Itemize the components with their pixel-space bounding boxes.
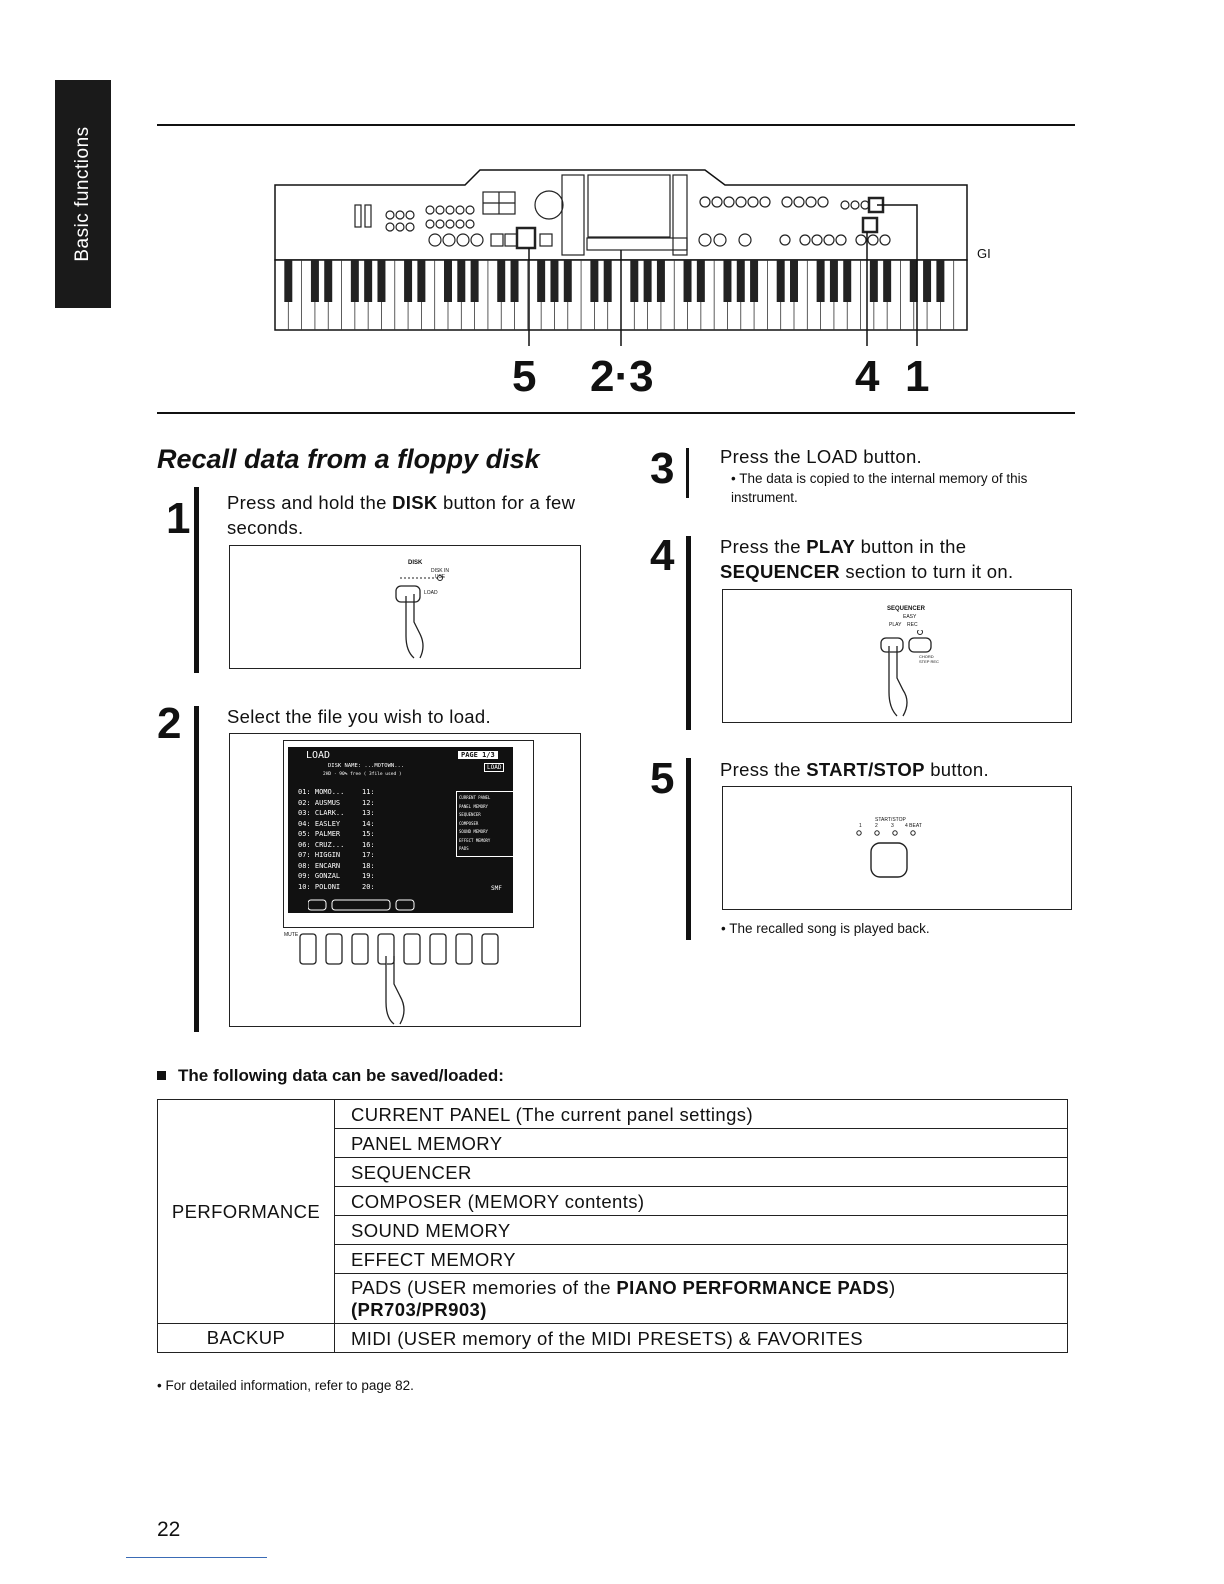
table-row: SEQUENCER xyxy=(335,1158,1068,1187)
file-item[interactable]: 08: ENCARN xyxy=(298,861,341,870)
table-row: COMPOSER (MEMORY contents) xyxy=(335,1187,1068,1216)
file-item[interactable]: 16: xyxy=(362,840,375,849)
black-key xyxy=(790,260,798,302)
black-key xyxy=(870,260,878,302)
step-4-text: Press the PLAY button in the SEQUENCER section to turn it on. xyxy=(720,536,1014,582)
step-4-bar xyxy=(686,536,691,730)
black-key xyxy=(417,260,425,302)
black-key xyxy=(284,260,292,302)
disk-info: 2HD · 90% free ( 3file used ) xyxy=(323,772,402,777)
bullet-square-icon xyxy=(157,1071,166,1080)
disk-name: DISK NAME: ...MOTOWN... xyxy=(328,763,405,769)
step-3-bar xyxy=(686,448,689,498)
table-row: EFFECT MEMORY xyxy=(335,1245,1068,1274)
black-key xyxy=(590,260,598,302)
file-item[interactable]: 06: CRUZ... xyxy=(298,840,345,849)
step-1-bar xyxy=(194,487,199,673)
black-key xyxy=(311,260,319,302)
file-item[interactable]: 09: GONZAL xyxy=(298,872,341,880)
saved-data-table xyxy=(157,1099,1068,1353)
file-item[interactable]: 17: xyxy=(362,851,375,859)
file-item[interactable]: 19: xyxy=(362,872,375,880)
screen-buttons-and-hand xyxy=(290,930,520,1026)
file-item[interactable]: 01: MOMO... xyxy=(298,788,345,796)
middle-rule xyxy=(157,412,1075,414)
screen-page: PAGE 1/3 xyxy=(458,751,498,759)
black-key xyxy=(364,260,372,302)
file-item[interactable]: 13: xyxy=(362,809,375,817)
file-item[interactable]: 12: xyxy=(362,798,375,807)
black-key xyxy=(936,260,944,302)
black-key xyxy=(630,260,638,302)
black-key xyxy=(817,260,825,302)
black-key xyxy=(830,260,838,302)
table-heading: The following data can be saved/loaded: xyxy=(157,1066,504,1086)
keyboard-diagram xyxy=(265,160,991,401)
file-item[interactable]: 10: POLONI xyxy=(298,882,341,891)
section-side-tab xyxy=(55,80,111,308)
file-item[interactable]: 05: PALMER xyxy=(298,830,341,838)
file-list-right xyxy=(362,787,384,892)
file-item[interactable]: 14: xyxy=(362,819,375,828)
file-item[interactable]: 07: HIGGIN xyxy=(298,851,341,859)
black-key xyxy=(324,260,332,302)
file-list-left xyxy=(298,787,358,892)
file-item[interactable]: 03: CLARK.. xyxy=(298,809,345,817)
black-key xyxy=(404,260,412,302)
black-key xyxy=(843,260,851,302)
black-key xyxy=(883,260,891,302)
start-stop-illustration: START/STOP 1 2 3 4 BEAT xyxy=(722,786,1072,910)
black-key xyxy=(723,260,731,302)
black-key xyxy=(377,260,385,302)
step-5-note: • The recalled song is played back. xyxy=(721,921,930,936)
step-5-text: Press the START/STOP button. xyxy=(720,759,989,780)
disk-button-illustration: DISK DISK IN USE LOAD xyxy=(229,545,581,669)
file-item[interactable]: 15: xyxy=(362,830,375,838)
black-key xyxy=(537,260,545,302)
black-key xyxy=(777,260,785,302)
keyboard-side-label: GI xyxy=(977,246,991,261)
footnote: • For detailed information, refer to page 82. xyxy=(157,1378,414,1393)
file-item[interactable]: 20: xyxy=(362,882,375,891)
black-key xyxy=(750,260,758,302)
file-item[interactable]: 04: EASLEY xyxy=(298,819,341,828)
black-key xyxy=(923,260,931,302)
lcd-screen xyxy=(288,747,513,913)
top-rule xyxy=(157,124,1075,126)
mute-label: MUTE xyxy=(284,932,299,938)
screen-scroll-controls[interactable] xyxy=(308,899,438,911)
black-key xyxy=(684,260,692,302)
black-key xyxy=(644,260,652,302)
screen-load-button[interactable]: LOAD xyxy=(484,763,504,772)
lcd-bezel xyxy=(283,740,534,928)
table-row: PANEL MEMORY xyxy=(335,1129,1068,1158)
performance-category: PERFORMANCE xyxy=(158,1100,335,1324)
table-row: MIDI (USER memory of the MIDI PRESETS) & FAVORITES xyxy=(335,1324,1068,1353)
black-key xyxy=(444,260,452,302)
step-4-number: 4 xyxy=(650,531,675,580)
side-tab-label: Basic functions xyxy=(72,126,93,262)
step-2-text: Select the file you wish to load. xyxy=(227,706,491,727)
table-row-pads: PADS (USER memories of the PIANO PERFORMANCE PADS) (PR703/PR903) xyxy=(335,1274,1068,1324)
file-item[interactable]: 11: xyxy=(362,788,375,796)
callout-5: 5 xyxy=(512,352,537,401)
table-row: CURRENT PANEL (The current panel settings) xyxy=(335,1100,1068,1129)
black-key xyxy=(351,260,359,302)
black-key xyxy=(697,260,705,302)
black-key xyxy=(564,260,572,302)
black-key xyxy=(550,260,558,302)
callout-2-3: 2·3 xyxy=(590,352,654,401)
step-3-number: 3 xyxy=(650,444,675,493)
format-label: SMF xyxy=(491,885,502,892)
step-1-number: 1 xyxy=(166,494,191,543)
backup-category: BACKUP xyxy=(158,1324,335,1353)
black-key xyxy=(737,260,745,302)
step-3-note: • The data is copied to the internal memory of this instrument. xyxy=(731,471,1028,505)
play-button-illustration: SEQUENCER EASY PLAY REC CHORD STEP REC xyxy=(722,589,1072,723)
load-screen-illustration xyxy=(229,733,581,1027)
black-key xyxy=(511,260,519,302)
screen-title: LOAD xyxy=(306,750,331,761)
bottom-link-line xyxy=(126,1557,267,1558)
step-5-bar xyxy=(686,758,691,940)
black-key xyxy=(471,260,479,302)
section-title: Recall data from a floppy disk xyxy=(157,444,540,474)
step-1-text: Press and hold the DISK button for a few seconds. xyxy=(227,492,576,538)
file-item[interactable]: 18: xyxy=(362,861,375,870)
black-key xyxy=(604,260,612,302)
black-key xyxy=(457,260,465,302)
callout-1: 1 xyxy=(905,352,930,401)
file-item[interactable]: 02: AUSMUS xyxy=(298,798,341,807)
black-key xyxy=(497,260,505,302)
step-2-bar xyxy=(194,706,199,1032)
step-2-number: 2 xyxy=(157,699,182,748)
contents-list: CURRENT PANEL PANEL MEMORY SEQUENCER COMPOSER SOUND MEMORY EFFECT MEMORY PADS xyxy=(456,791,514,857)
step-3-text: Press the LOAD button. xyxy=(720,446,922,467)
page-number: 22 xyxy=(157,1518,181,1541)
callout-4: 4 xyxy=(855,352,880,401)
black-key xyxy=(657,260,665,302)
table-row: SOUND MEMORY xyxy=(335,1216,1068,1245)
step-5-number: 5 xyxy=(650,754,675,803)
